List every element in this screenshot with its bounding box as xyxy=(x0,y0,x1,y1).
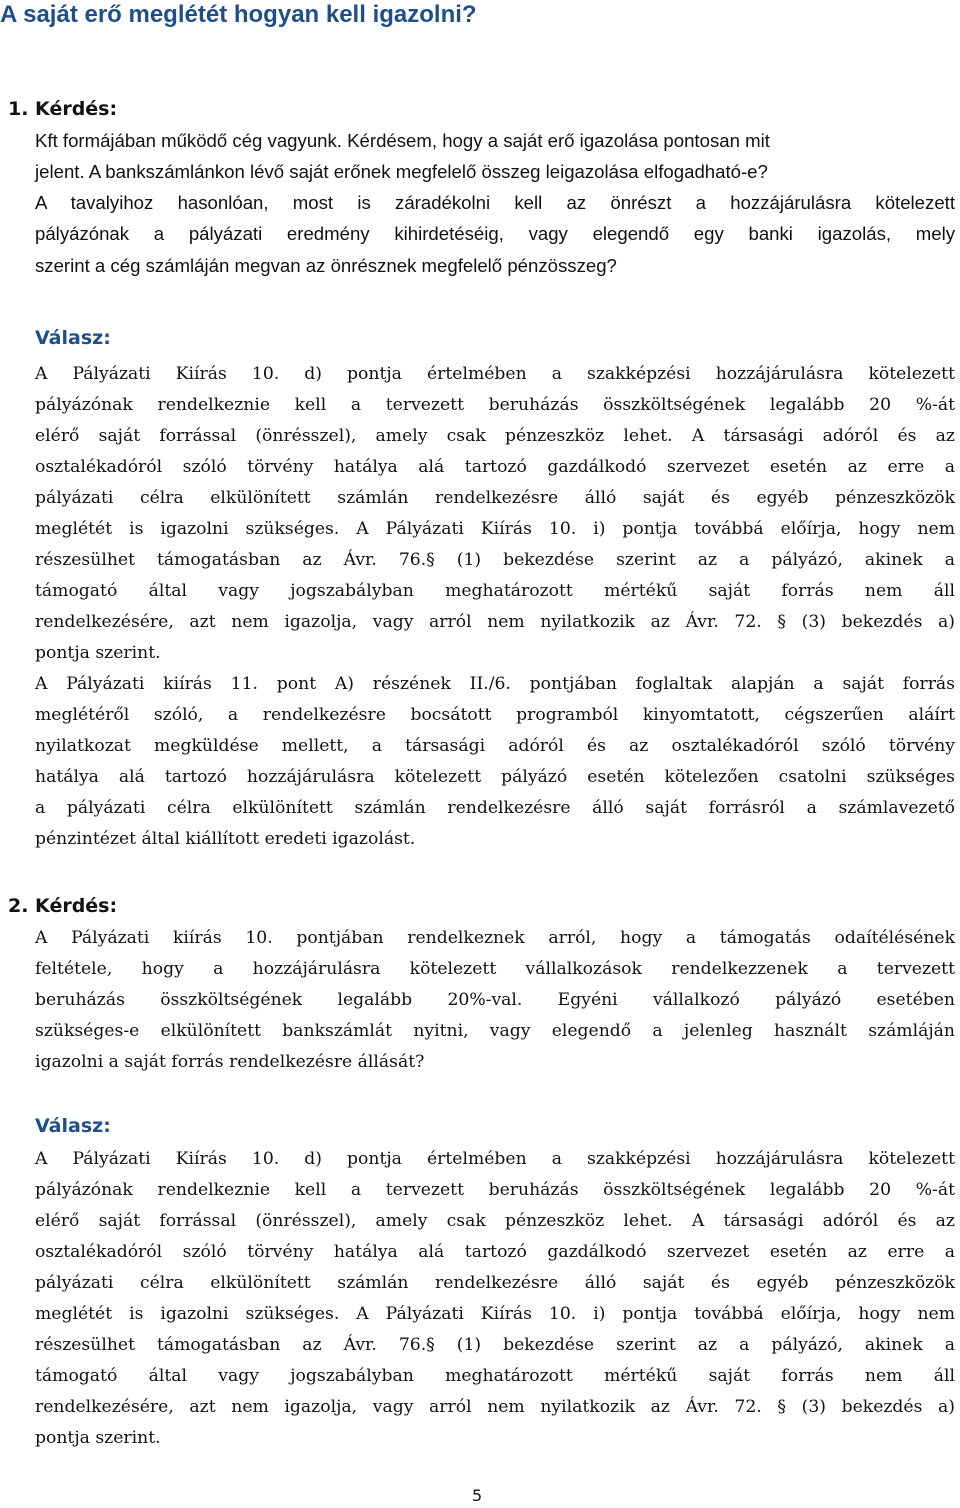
question-1-line: szerint a cég számláján megvan az önrésznek megfelelő pénzösszeg? xyxy=(35,255,617,276)
question-2-line: A Pályázati kiírás 10. pontjában rendelkeznek arról, hogy a támogatás odaítélésének xyxy=(35,928,955,948)
answer-2-line: meglétét is igazolni szükséges. A Pályázati Kiírás 10. i) pontja továbbá előírja, hogy nem xyxy=(35,1304,955,1324)
question-1-heading: 1. Kérdés: xyxy=(8,98,118,120)
answer-1-line: meglétét is igazolni szükséges. A Pályázati Kiírás 10. i) pontja továbbá előírja, hogy nem xyxy=(35,519,955,539)
answer-1-line: A Pályázati kiírás 11. pont A) részének II./6. pontjában foglaltak alapján a saját forrás xyxy=(35,674,955,694)
answer-2-line: elérő saját forrással (önrésszel), amely csak pénzeszköz lehet. A társasági adóról és az xyxy=(35,1211,955,1231)
question-1-line: Kft formájában működő cég vagyunk. Kérdésem, hogy a saját erő igazolása pontosan mit xyxy=(35,130,770,151)
answer-1-line: elérő saját forrással (önrésszel), amely csak pénzeszköz lehet. A társasági adóról és az xyxy=(35,426,955,446)
answer-2-line: osztalékadóról szóló törvény hatálya alá tartozó gazdálkodó szervezet esetén az erre a xyxy=(35,1242,955,1262)
question-1-line: A tavalyihoz hasonlóan, most is záradékolni kell az önrészt a hozzájárulásra kötelezett xyxy=(35,192,955,213)
answer-1-line: A Pályázati Kiírás 10. d) pontja értelmében a szakképzési hozzájárulásra kötelezett xyxy=(35,364,955,384)
answer-1-line: pályázati célra elkülönített számlán rendelkezésre álló saját és egyéb pénzeszközök xyxy=(35,488,955,508)
question-2-line: feltétele, hogy a hozzájárulásra kötelezett vállalkozások rendelkezzenek a tervezett xyxy=(35,959,955,979)
question-1-line: pályázónak a pályázati eredmény kihirdetéséig, vagy elegendő egy banki igazolás, mely xyxy=(35,223,955,244)
answer-1-line: nyilatkozat megküldése mellett, a társasági adóról és az osztalékadóról szóló törvény xyxy=(35,736,955,756)
answer-2-line: rendelkezésére, azt nem igazolja, vagy arról nem nyilatkozik az Ávr. 72. § (3) bekezdés a) xyxy=(35,1397,955,1417)
answer-2-heading: Válasz: xyxy=(35,1115,111,1137)
question-2-line: szükséges-e elkülönített bankszámlát nyitni, vagy elegendő a jelenleg használt számláján xyxy=(35,1021,955,1041)
answer-1-heading: Válasz: xyxy=(35,327,111,349)
answer-1-line: osztalékadóról szóló törvény hatálya alá tartozó gazdálkodó szervezet esetén az erre a xyxy=(35,457,955,477)
question-2-line: igazolni a saját forrás rendelkezésre állását? xyxy=(35,1052,425,1072)
answer-1-line: pontja szerint. xyxy=(35,643,161,663)
answer-1-line: meglétéről szóló, a rendelkezésre bocsátott programból kinyomtatott, cégszerűen aláírt xyxy=(35,705,955,725)
answer-2-line: pontja szerint. xyxy=(35,1428,161,1448)
answer-1-line: rendelkezésére, azt nem igazolja, vagy arról nem nyilatkozik az Ávr. 72. § (3) bekezdés a) xyxy=(35,612,955,632)
answer-2-line: A Pályázati Kiírás 10. d) pontja értelmében a szakképzési hozzájárulásra kötelezett xyxy=(35,1149,955,1169)
answer-1-line: hatálya alá tartozó hozzájárulásra kötelezett pályázó esetén kötelezően csatolni szükséges xyxy=(35,767,955,787)
answer-1-line: a pályázati célra elkülönített számlán rendelkezésre álló saját forrásról a számlavezető xyxy=(35,798,955,818)
page-title: A saját erő meglétét hogyan kell igazolni? xyxy=(0,1,477,28)
answer-1-line: pénzintézet által kiállított eredeti igazolást. xyxy=(35,829,416,849)
answer-2-line: támogató által vagy jogszabályban meghatározott mértékű saját forrás nem áll xyxy=(35,1366,955,1386)
question-2-heading: 2. Kérdés: xyxy=(8,895,118,917)
answer-1-line: támogató által vagy jogszabályban meghatározott mértékű saját forrás nem áll xyxy=(35,581,955,601)
page-number: 5 xyxy=(472,1486,483,1505)
answer-1-line: részesülhet támogatásban az Ávr. 76.§ (1) bekezdése szerint az a pályázó, akinek a xyxy=(35,550,955,570)
question-2-line: beruházás összköltségének legalább 20%-val. Egyéni vállalkozó pályázó esetében xyxy=(35,990,955,1010)
answer-1-line: pályázónak rendelkeznie kell a tervezett beruházás összköltségének legalább 20 %-át xyxy=(35,395,955,415)
answer-2-line: részesülhet támogatásban az Ávr. 76.§ (1) bekezdése szerint az a pályázó, akinek a xyxy=(35,1335,955,1355)
answer-2-line: pályázónak rendelkeznie kell a tervezett beruházás összköltségének legalább 20 %-át xyxy=(35,1180,955,1200)
answer-2-line: pályázati célra elkülönített számlán rendelkezésre álló saját és egyéb pénzeszközök xyxy=(35,1273,955,1293)
question-1-line: jelent. A bankszámlánkon lévő saját erőnek megfelelő összeg leigazolása elfogadható-e? xyxy=(35,161,768,182)
